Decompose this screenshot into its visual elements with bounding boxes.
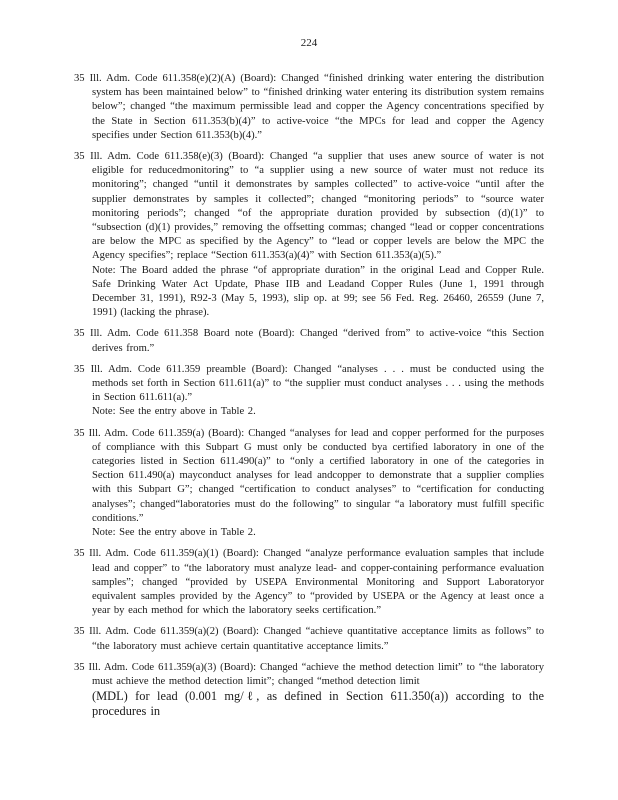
entry-text: 35 Ill. Adm. Code 611.359(a)(1) (Board): Changed “analyze performance evaluation samples that include lead and copper” to “the laboratory must analyze lead- and copper-containing performance evaluation samples”; changed “provided by USEPA Environmental Monitoring and Support Laboratoryor equivalent samples provided by the Agency” to “provided by USEPA or the Agency at least once a year by each method for which the laboratory seeks certification.”: [74, 548, 544, 617]
entry-611-359-a-2: [74, 625, 544, 653]
entry-text: 35 Ill. Adm. Code 611.359(a) (Board): Changed “analyses for lead and copper performed for the purposes of compliance with this Subpart G must only be conducted bya certified laboratory in one of the categories listed in Section 611.490(a)” to “only a certified laboratory in one of the categories in Section 611.490(a) mayconduct analyses for lead andcopper to demonstrate that a supplier complies with this Subpart G”; changed “certification to conduct analyses” to “certification for conducting analyses”; changed“laboratories must do the following” to singular “a laboratory must fulfill specific conditions.”: [74, 427, 544, 524]
entry-text: 35 Ill. Adm. Code 611.358(e)(2)(A) (Board): Changed “finished drinking water entering the distribution system has been maintained below” to “finished drinking water entering its distribution system remains below”; changed “the maximum permissible lead and copper the Agency concentrations specified by the State in Section 611.353(b)(4)” to active-voice “the MPCs for lead and copper the Agency specifies under Section 611.353(b)(4).”: [74, 73, 544, 141]
entry-611-359-preamble: [74, 363, 544, 420]
entry-note: Note: See the entry above in Table 2.: [92, 527, 256, 539]
entry-611-359-a-1: [74, 547, 544, 618]
entry-611-358-e-2-A: [74, 72, 544, 143]
document-body: [74, 72, 544, 726]
entry-text: 35 Ill. Adm. Code 611.359(a)(3) (Board): Changed “achieve the method detection limit” to “the laboratory must achieve the method detection limit”; changed “method detection limit: [74, 661, 544, 687]
entry-text: 35 Ill. Adm. Code 611.358 Board note (Board): Changed “derived from” to active-voice “this Section derives from.”: [74, 328, 544, 354]
entry-611-359-a: [74, 427, 544, 541]
entry-text: 35 Ill. Adm. Code 611.359 preamble (Board): Changed “analyses . . . must be conducted using the methods set forth in Section 611.611(a)” to “the supplier must conduct analyses . . . using the methods in Section 611.611(a).”: [74, 363, 544, 404]
entry-611-359-a-3: [74, 661, 544, 719]
entry-continuation-text: (MDL) for lead (0.001 mg/ℓ, as defined in Section 611.350(a)) according to the procedures in: [92, 689, 544, 719]
entry-text: 35 Ill. Adm. Code 611.358(e)(3) (Board): Changed “a supplier that uses anew source of water is not eligible for reducedmonitoring” to “a supplier using a new source of water must not reduce its monitoring”; changed “until it demonstrates by samples collected” to active-voice “until after the supplier demonstrates by samples it collected”; changed “monitoring periods” to “source water monitoring periods”; changed “of the appropriate duration provided by subsection (d)(1)” to “subsection (d)(1) provides,” removing the offsetting commas; changed “lead or copper concentrations are below the MPC as specified by the Agency” to “lead or copper levels are below the MPC the Agency specifies”; replace “Section 611.353(a)(4)” with Section 611.353(a)(5).”: [74, 151, 544, 262]
page-number: 224: [300, 37, 318, 49]
entry-611-358-board-note: [74, 327, 544, 355]
entry-note: Note: The Board added the phrase “of appropriate duration” in the original Lead and Copper Rule. Safe Drinking Water Act Update, Phase IIB and Leadand Copper Rules (June 1, 1991 through December 31, 1991), R92-3 (May 5, 1993), slip op. at 99; see 56 Fed. Reg. 26460, 26559 (June 7, 1991) (lacking the phrase).: [92, 264, 544, 319]
entry-text: 35 Ill. Adm. Code 611.359(a)(2) (Board): Changed “achieve quantitative acceptance limits as follows” to “the laboratory must achieve certain quantitative acceptance limits.”: [74, 626, 544, 652]
entry-611-358-e-3: [74, 150, 544, 320]
entry-note: Note: See the entry above in Table 2.: [92, 406, 256, 418]
